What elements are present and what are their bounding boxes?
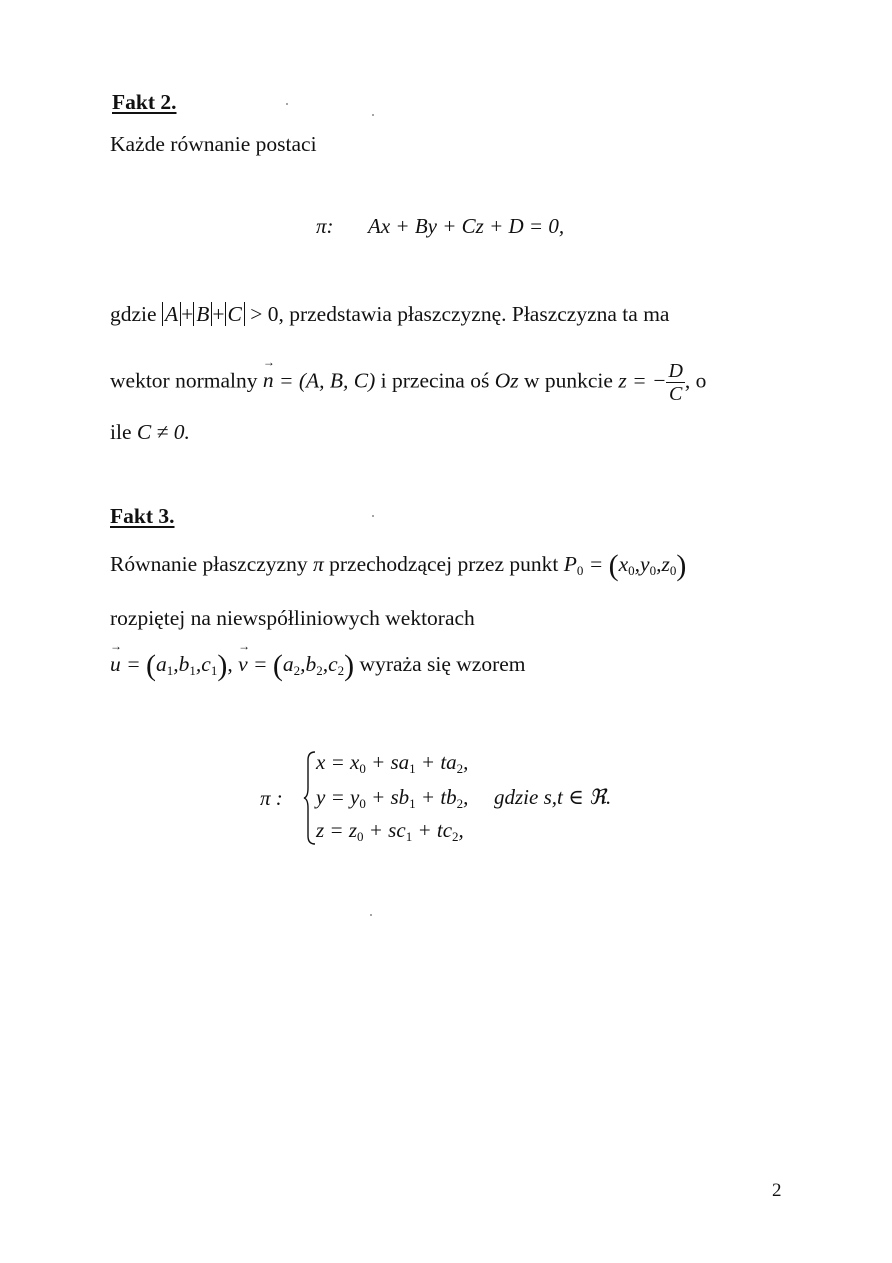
comp-a: a — [282, 652, 294, 676]
page-number: 2 — [772, 1180, 782, 1201]
vector-u-name: → u — [110, 652, 121, 677]
system-condition: gdzie s,t ∈ ℜ. — [494, 785, 612, 809]
comma: , — [656, 552, 662, 576]
sub-one: 1 — [210, 663, 218, 678]
point-sub: 0 — [576, 563, 584, 578]
comp-c: c — [201, 652, 211, 676]
scan-speck — [286, 103, 288, 105]
fakt3-line2: rozpiętej na niewspółliniowych wektorach — [110, 606, 475, 630]
wektor-normalny-text: wektor normalny — [110, 368, 258, 393]
axis-oz: Oz — [494, 368, 519, 393]
eq-sign: = — [588, 552, 604, 576]
system-row-y — [316, 785, 468, 812]
coord-y: y — [640, 552, 650, 576]
fakt3-line3 — [110, 649, 526, 682]
pi-symbol: π — [312, 552, 324, 576]
scan-speck — [372, 114, 374, 116]
w-punkcie-text: w punkcie — [523, 368, 613, 393]
o-text: o — [695, 368, 707, 393]
fakt2-intro: Każde równanie postaci — [110, 132, 317, 156]
comma: , — [322, 652, 329, 676]
fakt2-heading: Fakt 2. — [112, 90, 177, 114]
vector-v-name: → v — [238, 652, 248, 677]
plus: + — [212, 302, 225, 326]
fraction-d-over-c — [666, 360, 684, 405]
abs-c: C — [225, 302, 245, 326]
fakt2-line1-suffix: przedstawia płaszczyznę. Płaszczyzna ta ma — [289, 302, 670, 326]
row-s-term: + sa — [365, 750, 410, 774]
c-not-zero: C ≠ 0. — [136, 420, 190, 444]
fraction-denominator: C — [669, 383, 683, 405]
fakt2-line1 — [110, 302, 669, 327]
vector-u — [110, 649, 228, 682]
sub-zero: 0 — [628, 563, 635, 578]
comp-b: b — [305, 652, 317, 676]
fakt3-line1 — [110, 549, 687, 582]
sub-two: 2 — [316, 663, 323, 678]
row-lhs: y = y — [316, 785, 360, 809]
comp-c: c — [328, 652, 338, 676]
sub-one: 1 — [405, 829, 413, 844]
wyraza-text: wyraża się wzorem — [359, 652, 526, 676]
gdzie-text: gdzie — [110, 302, 157, 326]
coord-z: z — [661, 552, 670, 576]
row-t-term: + ta — [415, 750, 457, 774]
sub-one: 1 — [166, 663, 174, 678]
fakt2-equation — [316, 214, 564, 239]
row-lhs: x = x — [316, 750, 360, 774]
row-t-term: + tb — [415, 785, 457, 809]
comp-a: a — [156, 652, 167, 676]
sub-two: 2 — [293, 663, 301, 678]
scan-speck — [370, 914, 372, 916]
system-label: π : — [260, 786, 283, 810]
pi-label: π: — [316, 214, 334, 238]
comma: , — [634, 552, 641, 576]
sub-zero: 0 — [649, 563, 657, 578]
point-expr-lhs: z = − — [618, 368, 667, 393]
abs-a: A — [162, 302, 181, 326]
point-p0 — [563, 549, 687, 582]
normal-vector-components: = (A, B, C) — [278, 368, 376, 393]
comma: , — [300, 652, 306, 676]
row-s-term: + sc — [363, 818, 406, 842]
row-s-term: + sb — [365, 785, 410, 809]
scan-speck — [372, 515, 374, 517]
fakt2-line2 — [110, 360, 706, 405]
eq-sign: = — [252, 652, 268, 676]
plane-equation: Ax + By + Cz + D = 0, — [368, 214, 565, 238]
fakt3-heading: Fakt 3. — [110, 504, 175, 528]
abs-b: B — [193, 302, 212, 326]
row-lhs: z = z — [316, 818, 358, 842]
sub-one: 1 — [409, 761, 416, 776]
left-paren: ( — [146, 649, 157, 682]
sub-zero: 0 — [357, 829, 364, 844]
comma: , — [195, 652, 202, 676]
sub-zero: 0 — [359, 796, 366, 811]
system-row-z — [316, 818, 464, 845]
left-paren: ( — [608, 549, 619, 582]
row-end: , — [458, 818, 464, 842]
right-paren: ) — [217, 649, 228, 682]
sub-two: 2 — [456, 796, 464, 811]
right-paren: ) — [676, 549, 687, 582]
eq-sign: = — [126, 652, 141, 676]
fakt2-line3 — [110, 420, 190, 445]
sub-two: 2 — [452, 829, 459, 844]
system-row-x — [316, 750, 468, 777]
przecina-text: i przecina oś — [380, 368, 490, 393]
coord-x: x — [618, 552, 629, 576]
sub-zero: 0 — [669, 563, 677, 578]
ile-text: ile — [110, 420, 132, 444]
vector-v — [238, 649, 355, 682]
plus: + — [181, 302, 194, 326]
rownanie-text: Równanie płaszczyzny — [110, 552, 308, 576]
row-end: , — [463, 750, 469, 774]
left-paren: ( — [272, 649, 283, 682]
sub-one: 1 — [189, 663, 196, 678]
comma: , — [173, 652, 179, 676]
gt-zero: > 0, — [250, 302, 284, 326]
right-paren: ) — [344, 649, 355, 682]
left-brace — [303, 750, 317, 846]
sub-two: 2 — [456, 761, 464, 776]
sub-one: 1 — [409, 796, 416, 811]
normal-vector-n: → n — [263, 368, 274, 393]
row-end: , — [463, 785, 469, 809]
row-t-term: + tc — [412, 818, 453, 842]
sub-two: 2 — [337, 663, 345, 678]
point-name: P — [563, 552, 577, 576]
comp-b: b — [178, 652, 190, 676]
sub-zero: 0 — [359, 761, 366, 776]
przechodzacej-text: przechodzącej przez punkt — [329, 552, 559, 576]
fraction-numerator: D — [668, 360, 683, 382]
comma: , — [684, 368, 691, 393]
separator: , — [227, 652, 233, 676]
